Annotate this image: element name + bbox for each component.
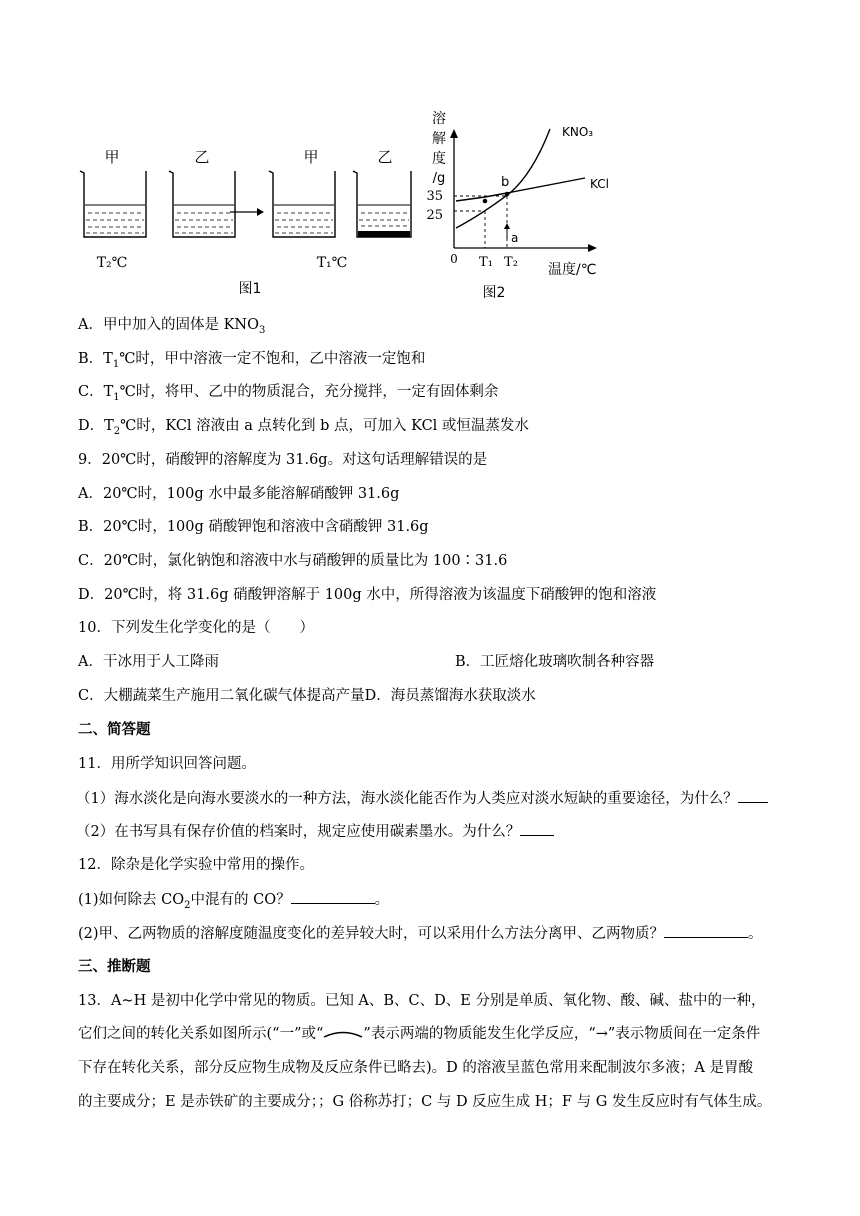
- q12-part-1: [78, 889, 389, 910]
- beaker-1: [80, 171, 146, 237]
- figure-1-caption: 图1: [238, 281, 262, 297]
- q13-line-4: 的主要成分；E 是赤铁矿的主要成分；；G 俗称苏打；C 与 D 反应生成 H；F 与 G 发生反应时有气体生成。: [78, 1094, 772, 1110]
- beaker-label-jia-2: 甲: [303, 148, 319, 166]
- section-3-heading: 三、推断题: [78, 959, 151, 975]
- q10-option-a: A．干冰用于人工降雨: [78, 654, 219, 670]
- point-b-label: b: [501, 175, 510, 190]
- q12-part-1-end: 。: [374, 892, 390, 908]
- origin-label: 0: [450, 252, 458, 266]
- temp-label-t2: T₂℃: [96, 255, 128, 271]
- q9-option-c: C．20℃时，氯化钠饱和溶液中水与硝酸钾的质量比为 100∶31.6: [78, 553, 508, 569]
- xtick-t1: T₁: [479, 255, 493, 270]
- beaker-label-yi-2: 乙: [377, 148, 393, 166]
- q8-option-b-sub: 1: [112, 358, 120, 370]
- q12-part-2: [78, 923, 763, 944]
- point-b-marker: [505, 192, 510, 197]
- point-a-label: a: [511, 231, 519, 245]
- q12-part-2-text: (2)甲、乙两物质的溶解度随温度变化的差异较大时，可以采用什么方法分离甲、乙两物质？: [78, 926, 665, 942]
- q8-option-a: [78, 315, 265, 335]
- q8-option-c-post: ℃时，将甲、乙中的物质混合，充分搅拌，一定有固体剩余: [119, 384, 499, 400]
- q8-option-c-pre: C．T: [78, 384, 114, 400]
- q13-line-2-post: ”表示两端的物质能发生化学反应，“→”表示物质间在一定条件: [363, 1026, 761, 1042]
- q11-part-1-blank[interactable]: [738, 788, 768, 803]
- q10-stem: 10．下列发生化学变化的是（ ）: [78, 620, 314, 636]
- q9-option-a: A．20℃时，100g 水中最多能溶解硝酸钾 31.6g: [78, 486, 400, 502]
- q8-option-a-sub: 3: [259, 324, 266, 336]
- ylabel-char-1: 溶: [432, 111, 446, 127]
- q10-option-d: D．海员蒸馏海水获取淡水: [364, 688, 536, 704]
- tick-25: 25: [426, 208, 443, 223]
- solubility-figures: [70, 105, 630, 305]
- q12-part-2-blank[interactable]: [664, 923, 748, 938]
- xtick-t2: T₂: [504, 255, 518, 270]
- figure-2-caption: 图2: [482, 285, 506, 301]
- q12-part-1-pre: (1)如何除去 CO: [78, 892, 185, 908]
- q8-option-b: [78, 349, 425, 369]
- q9-option-d: D．20℃时，将 31.6g 硝酸钾溶解于 100g 水中，所得溶液为该温度下硝酸钾的饱和溶液: [78, 587, 657, 603]
- section-2-heading: 二、简答题: [78, 722, 151, 738]
- q8-option-c-sub: 1: [113, 391, 120, 403]
- q8-option-d-sub: 2: [113, 425, 121, 437]
- temp-label-t1: T₁℃: [316, 255, 348, 271]
- q9-option-b: B．20℃时，100g 硝酸钾饱和溶液中含硝酸钾 31.6g: [78, 519, 429, 535]
- q12-part-1-post: 中混有的 CO？: [190, 892, 291, 908]
- beaker-4: [353, 171, 411, 237]
- point-a-arrow-icon: [504, 223, 510, 229]
- precipitate: [358, 231, 410, 237]
- curved-line-icon: [323, 1028, 363, 1040]
- beaker-label-jia: 甲: [104, 148, 120, 166]
- q9-stem: 9．20℃时，硝酸钾的溶解度为 31.6g。对这句话理解错误的是: [78, 452, 488, 468]
- q8-option-d: [78, 416, 529, 436]
- ylabel-char-2: 解: [432, 131, 446, 147]
- beaker-label-yi: 乙: [194, 148, 210, 166]
- figure-1: [80, 148, 411, 297]
- x-axis-label: 温度/℃: [548, 262, 597, 278]
- point-t1-marker: [483, 199, 488, 204]
- tick-35: 35: [426, 189, 443, 204]
- q12-part-2-end: 。: [748, 926, 763, 942]
- q12-stem: 12．除杂是化学实验中常用的操作。: [78, 857, 314, 873]
- q13-line-1: 13．A~H 是初中化学中常见的物质。已知 A、B、C、D、E 分别是单质、氧化物、酸、碱、盐中的一种，: [78, 993, 766, 1009]
- q10-row-1: [78, 652, 778, 672]
- q12-part-1-sub: 2: [184, 899, 191, 911]
- ylabel-char-3: 度: [432, 151, 446, 167]
- q8-option-b-post: ℃时，甲中溶液一定不饱和，乙中溶液一定饱和: [119, 351, 426, 367]
- q8-option-c: [78, 382, 498, 402]
- figure-2: [426, 110, 608, 301]
- q8-option-a-text: A．甲中加入的固体是 KNO: [78, 317, 259, 333]
- beaker-3: [269, 171, 335, 237]
- ylabel-char-4: /g: [432, 171, 446, 186]
- y-axis-arrow-icon: [450, 129, 458, 138]
- q8-option-b-pre: B．T: [78, 351, 113, 367]
- q11-part-1: [76, 788, 768, 809]
- series-label-kcl: KCl: [590, 177, 609, 191]
- q10-option-c: C．大棚蔬菜生产施用二氧化碳气体提高产量: [78, 688, 365, 704]
- q8-option-d-pre: D．T: [78, 418, 114, 434]
- q8-option-d-post: ℃时，KCl 溶液由 a 点转化到 b 点，可加入 KCl 或恒温蒸发水: [120, 418, 529, 434]
- q12-part-1-blank[interactable]: [291, 889, 375, 904]
- q13-line-3: 下存在转化关系，部分反应物生成物及反应条件已略去)。D 的溶液呈蓝色常用来配制波尔多液；A 是胃酸: [78, 1060, 753, 1076]
- q13-line-2-pre: 它们之间的转化关系如图所示(“一”或“: [78, 1026, 324, 1042]
- q13-line-2: [78, 1024, 760, 1044]
- q10-row-2: [78, 686, 536, 706]
- q10-option-b: B．工匠熔化玻璃吹制各种容器: [455, 654, 655, 670]
- beaker-2: [169, 171, 235, 237]
- q11-part-2: [76, 821, 554, 842]
- q11-stem: 11．用所学知识回答问题。: [78, 756, 256, 772]
- q11-part-2-blank[interactable]: [520, 821, 554, 836]
- q11-part-2-text: （2）在书写具有保存价值的档案时，规定应使用碳素墨水。为什么？: [76, 824, 521, 840]
- x-axis-arrow-icon: [588, 244, 597, 252]
- series-label-kno3: KNO₃: [562, 125, 594, 139]
- q11-part-1-text: （1）海水淡化是向海水要淡水的一种方法，海水淡化能否作为人类应对淡水短缺的重要途径，为什么？: [76, 791, 738, 807]
